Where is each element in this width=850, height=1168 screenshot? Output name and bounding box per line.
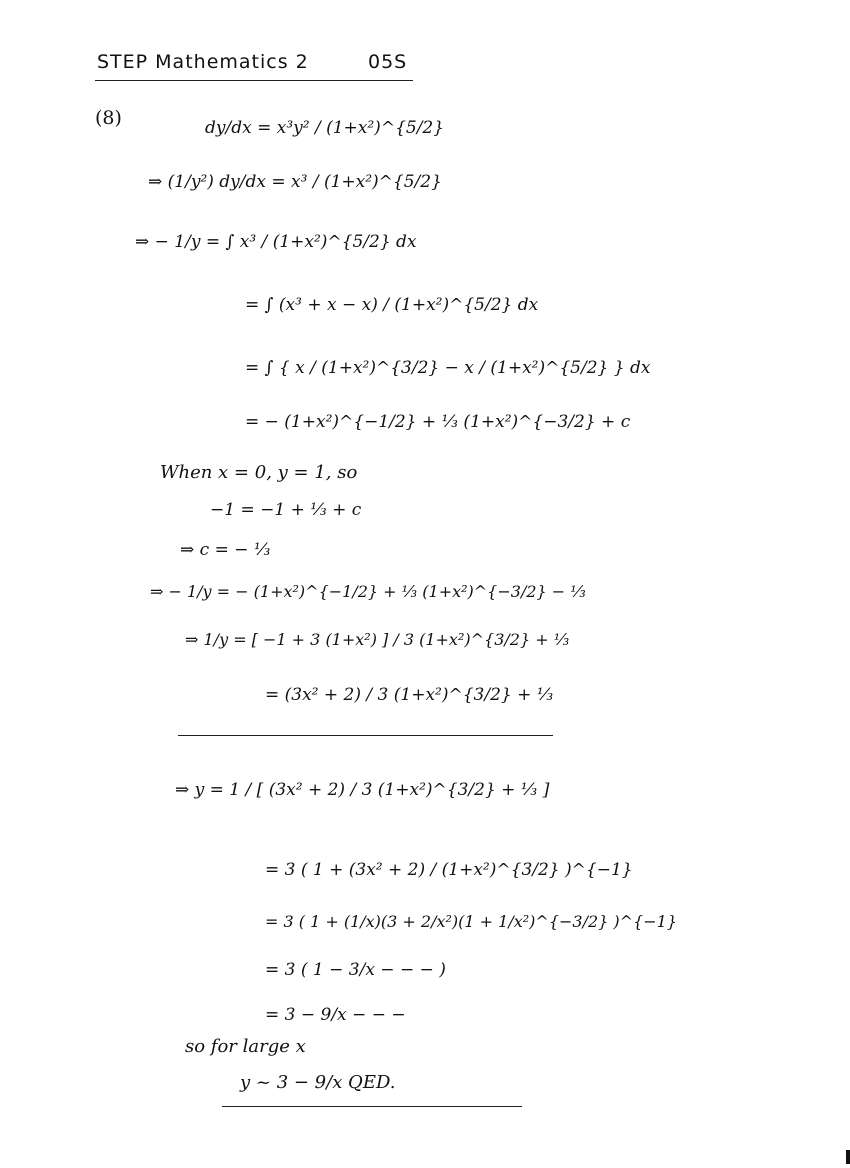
paper-code: 05S — [368, 51, 408, 73]
working-line-7: When x = 0, y = 1, so — [160, 462, 358, 483]
page-title: STEP Mathematics 2 — [97, 51, 309, 73]
working-line-18: so for large x — [185, 1036, 306, 1057]
working-line-16: = 3 ( 1 − 3/x − − − ) — [265, 960, 446, 980]
working-line-14: = 3 ( 1 + (3x² + 2) / (1+x²)^{3/2} )^{−1} — [265, 860, 633, 880]
working-line-4: = ∫ (x³ + x − x) / (1+x²)^{5/2} dx — [245, 295, 539, 315]
working-line-3: ⇒ − 1/y = ∫ x³ / (1+x²)^{5/2} dx — [135, 232, 417, 252]
working-line-13: ⇒ y = 1 / [ (3x² + 2) / 3 (1+x²)^{3/2} + ⅓ ] — [175, 780, 550, 800]
scan-edge-mark — [846, 1150, 850, 1164]
working-line-5: = ∫ { x / (1+x²)^{3/2} − x / (1+x²)^{5/2} } dx — [245, 358, 651, 378]
question-number: (8) — [95, 107, 122, 129]
final-result-line: y ~ 3 − 9/x QED. — [240, 1072, 396, 1093]
working-line-8: −1 = −1 + ⅓ + c — [210, 500, 362, 520]
working-line-12: = (3x² + 2) / 3 (1+x²)^{3/2} + ⅓ — [265, 685, 554, 705]
working-line-1: dy/dx = x³y² / (1+x²)^{5/2} — [205, 118, 445, 138]
section-divider — [178, 735, 553, 736]
working-line-11: ⇒ 1/y = [ −1 + 3 (1+x²) ] / 3 (1+x²)^{3/2} + ⅓ — [185, 630, 570, 649]
working-line-15: = 3 ( 1 + (1/x)(3 + 2/x²)(1 + 1/x²)^{−3/2} )^{−1} — [265, 912, 678, 931]
working-line-10: ⇒ − 1/y = − (1+x²)^{−1/2} + ⅓ (1+x²)^{−3/2} − ⅓ — [150, 582, 586, 601]
final-underline — [222, 1106, 522, 1107]
working-line-2: ⇒ (1/y²) dy/dx = x³ / (1+x²)^{5/2} — [148, 172, 442, 192]
working-line-9: ⇒ c = − ⅓ — [180, 540, 271, 560]
header-underline — [95, 80, 413, 81]
working-line-17: = 3 − 9/x − − − — [265, 1005, 406, 1025]
working-line-6: = − (1+x²)^{−1/2} + ⅓ (1+x²)^{−3/2} + c — [245, 412, 631, 432]
